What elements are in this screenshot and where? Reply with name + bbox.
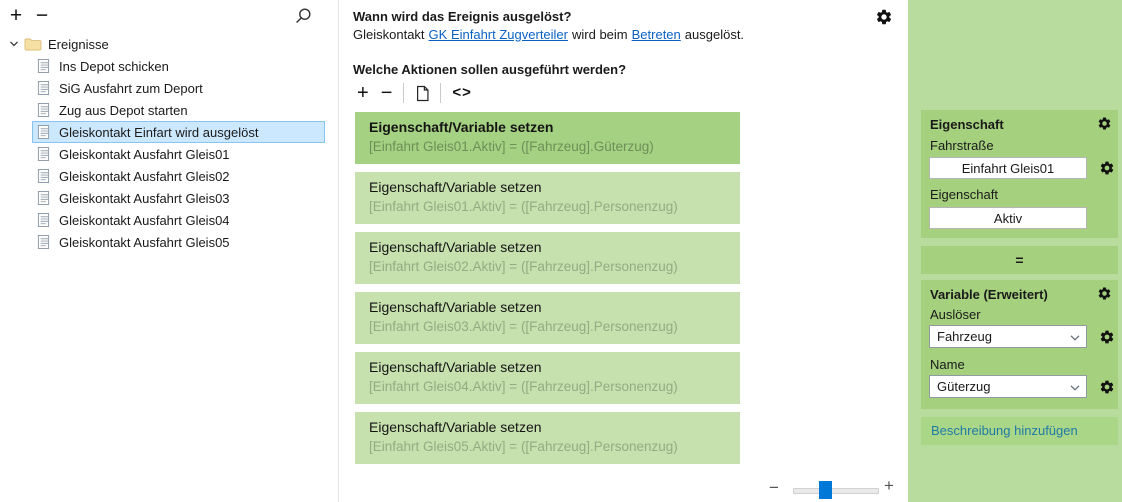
zoom-out-button[interactable]: − — [769, 478, 779, 497]
trigger-sentence — [353, 27, 744, 42]
action-properties-panel — [908, 0, 1122, 502]
action-card-subtitle: [Einfahrt Gleis01.Aktiv] = ([Fahrzeug].Personenzug) — [369, 199, 678, 214]
tree-item[interactable] — [32, 187, 325, 209]
action-card-title: Eigenschaft/Variable setzen — [369, 239, 542, 255]
actions-question-title: Welche Aktionen sollen ausgeführt werden? — [353, 62, 627, 77]
event-detail-panel — [340, 0, 908, 502]
document-icon — [37, 168, 50, 184]
name-label: Name — [930, 357, 965, 372]
document-icon — [37, 212, 50, 228]
document-icon — [37, 190, 50, 206]
search-icon[interactable] — [294, 7, 312, 25]
tree-item-label: Gleiskontakt Einfart wird ausgelöst — [59, 124, 259, 140]
add-event-button[interactable]: + — [4, 4, 28, 28]
events-tree-panel — [0, 0, 339, 502]
tree-item-label: Gleiskontakt Ausfahrt Gleis03 — [59, 190, 230, 206]
tree-root-ereignisse[interactable] — [0, 33, 337, 55]
tree-item[interactable] — [32, 77, 325, 99]
tree-item[interactable] — [32, 165, 325, 187]
tree-item[interactable] — [32, 121, 325, 143]
document-icon — [37, 124, 50, 140]
document-icon — [37, 80, 50, 96]
variable-section — [921, 280, 1118, 409]
tree-item-label: Gleiskontakt Ausfahrt Gleis04 — [59, 212, 230, 228]
gear-icon[interactable] — [1097, 286, 1112, 301]
property-label: Eigenschaft — [930, 187, 998, 202]
document-icon — [37, 102, 50, 118]
document-icon — [37, 58, 50, 74]
trigger-question-title: Wann wird das Ereignis ausgelöst? — [353, 9, 572, 24]
action-card[interactable] — [355, 352, 740, 404]
gear-icon[interactable] — [1099, 379, 1115, 395]
trigger-sentence-prefix: Gleiskontakt — [353, 27, 425, 42]
toolbar-separator — [440, 83, 441, 103]
action-card[interactable] — [355, 112, 740, 164]
tree-item[interactable] — [32, 231, 325, 253]
tree-item-label: Zug aus Depot starten — [59, 102, 188, 118]
action-card[interactable] — [355, 292, 740, 344]
zoom-slider-handle[interactable] — [819, 481, 832, 499]
gear-icon[interactable] — [1099, 329, 1115, 345]
variable-section-title: Variable (Erweitert) — [930, 287, 1048, 302]
gear-icon[interactable] — [1099, 160, 1115, 176]
tree-item-label: Gleiskontakt Ausfahrt Gleis02 — [59, 168, 230, 184]
name-select[interactable] — [929, 375, 1087, 398]
action-card-list — [355, 112, 740, 472]
trigger-label: Auslöser — [930, 307, 981, 322]
name-select-value: Güterzug — [937, 379, 991, 394]
gear-icon[interactable] — [875, 8, 893, 26]
route-label: Fahrstraße — [930, 138, 994, 153]
folder-icon — [24, 37, 42, 51]
toolbar-separator — [403, 83, 404, 103]
tree-item[interactable] — [32, 209, 325, 231]
gear-icon[interactable] — [1097, 116, 1112, 131]
code-view-button[interactable]: <> — [446, 83, 478, 103]
action-card-subtitle: [Einfahrt Gleis03.Aktiv] = ([Fahrzeug].Personenzug) — [369, 319, 678, 334]
document-icon — [37, 234, 50, 250]
tree-item[interactable] — [32, 55, 325, 77]
trigger-select-value: Fahrzeug — [937, 329, 992, 344]
action-card-subtitle: [Einfahrt Gleis04.Aktiv] = ([Fahrzeug].Personenzug) — [369, 379, 678, 394]
action-card-title: Eigenschaft/Variable setzen — [369, 119, 554, 135]
tree-item-label: SiG Ausfahrt zum Deport — [59, 80, 203, 96]
trigger-sentence-middle: wird beim — [572, 27, 628, 42]
zoom-slider-track[interactable] — [793, 488, 879, 494]
tree-item[interactable] — [32, 143, 325, 165]
action-card-title: Eigenschaft/Variable setzen — [369, 359, 542, 375]
tree-item-label: Ins Depot schicken — [59, 58, 169, 74]
route-input[interactable] — [929, 157, 1087, 179]
tree-root-label: Ereignisse — [48, 36, 109, 52]
tree-item-label: Gleiskontakt Ausfahrt Gleis05 — [59, 234, 230, 250]
property-input[interactable] — [929, 207, 1087, 229]
action-card-title: Eigenschaft/Variable setzen — [369, 179, 542, 195]
action-card-subtitle: [Einfahrt Gleis01.Aktiv] = ([Fahrzeug].Güterzug) — [369, 139, 654, 154]
add-description-bar — [921, 417, 1118, 445]
tree-item-label: Gleiskontakt Ausfahrt Gleis01 — [59, 146, 230, 162]
property-section — [921, 110, 1118, 238]
copy-icon[interactable] — [409, 83, 435, 103]
trigger-mode-link[interactable]: Betreten — [631, 27, 681, 42]
add-description-link[interactable]: Beschreibung hinzufügen — [931, 423, 1078, 438]
action-card[interactable] — [355, 412, 740, 464]
zoom-in-button[interactable]: + — [884, 476, 894, 495]
action-card[interactable] — [355, 232, 740, 284]
track-contact-link[interactable]: GK Einfahrt Zugverteiler — [428, 27, 568, 42]
action-card-title: Eigenschaft/Variable setzen — [369, 299, 542, 315]
action-card-title: Eigenschaft/Variable setzen — [369, 419, 542, 435]
chevron-down-icon — [1070, 385, 1080, 391]
remove-action-button[interactable]: − — [375, 83, 399, 103]
tree-item-list — [0, 55, 337, 253]
chevron-down-icon — [1070, 335, 1080, 341]
trigger-select[interactable] — [929, 325, 1087, 348]
add-action-button[interactable]: + — [351, 83, 375, 103]
action-card[interactable] — [355, 172, 740, 224]
action-card-subtitle: [Einfahrt Gleis05.Aktiv] = ([Fahrzeug].Personenzug) — [369, 439, 678, 454]
chevron-down-icon[interactable] — [8, 38, 20, 50]
trigger-sentence-suffix: ausgelöst. — [684, 27, 745, 42]
tree-item[interactable] — [32, 99, 325, 121]
action-card-subtitle: [Einfahrt Gleis02.Aktiv] = ([Fahrzeug].Personenzug) — [369, 259, 678, 274]
property-section-title: Eigenschaft — [930, 117, 1004, 132]
document-icon — [37, 146, 50, 162]
remove-event-button[interactable]: − — [30, 4, 54, 28]
actions-toolbar — [351, 82, 478, 104]
operator-bar: = — [921, 246, 1118, 274]
events-tree — [0, 33, 337, 253]
